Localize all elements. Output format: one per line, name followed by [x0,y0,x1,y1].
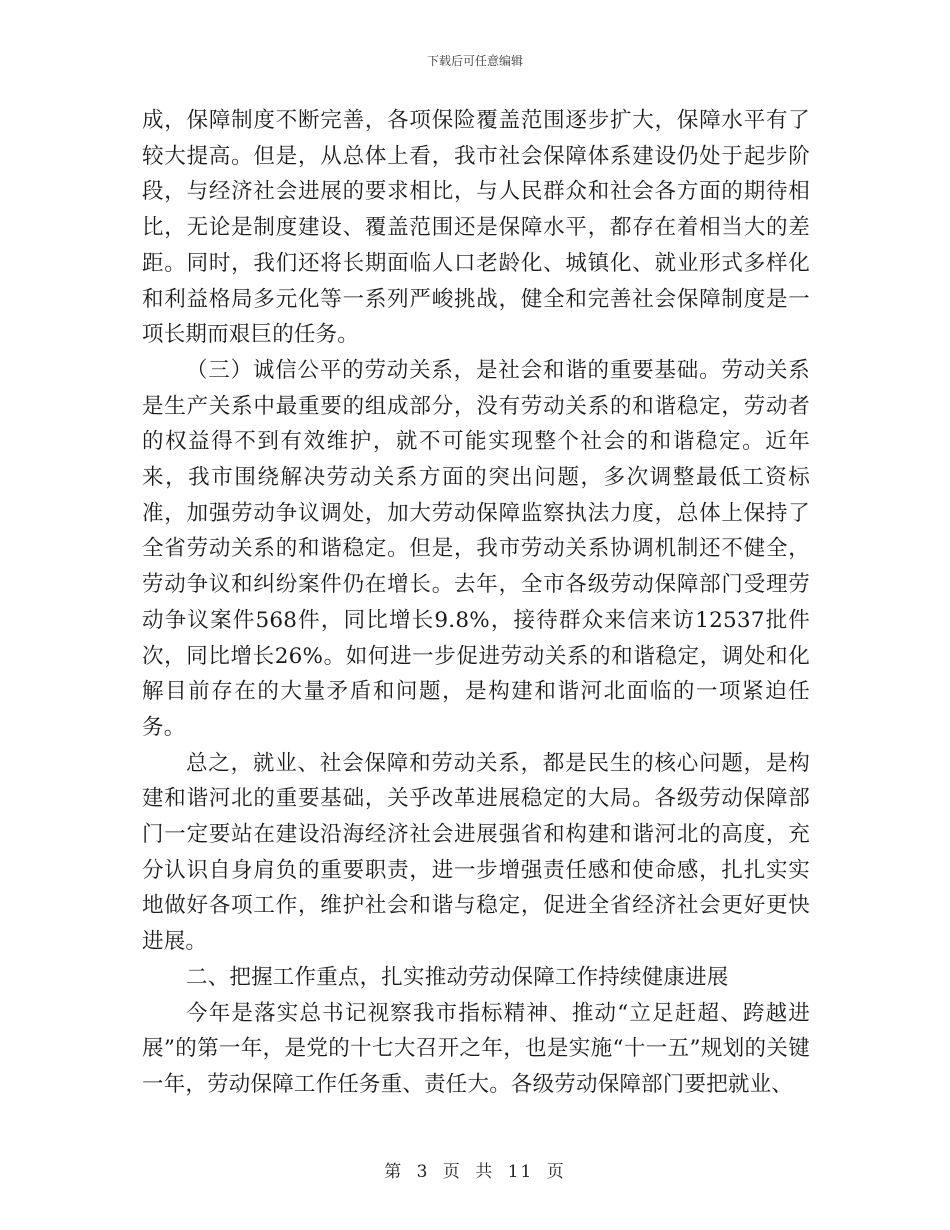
header-note: 下载后可任意编辑 [426,54,523,68]
footer-label-unit-end: 页 [546,1162,566,1182]
footer-current-page: 3 [416,1162,430,1182]
footer-label-page: 第 [384,1162,404,1182]
footer-total-pages: 11 [507,1162,534,1182]
paragraph-summary: 总之，就业、社会保障和劳动关系，都是民生的核心问题，是构建和谐河北的重要基础，关乎改革进展稳定的大局。各级劳动保障部门一定要站在建设沿海经济社会进展强省和构建和谐河北的高度，充分认识自身肩负的重要职责，进一步增强责任感和使命感，扎扎实实地做好各项工作，维护社会和谐与稳定，促进全省经济社会更好更快进展。 [142,750,810,955]
paragraph-labor-relations: （三）诚信公平的劳动关系，是社会和谐的重要基础。劳动关系是生产关系中最重要的组成部分，没有劳动关系的和谐稳定，劳动者的权益得不到有效维护，就不可能实现整个社会的和谐稳定。近年来，我市围绕解决劳动关系方面的突出问题，多次调整最低工资标准，加强劳动争议调处，加大劳动保障监察执法力度，总体上保持了全省劳动关系的和谐稳定。但是，我市劳动关系协调机制还不健全，劳动争议和纠纷案件仍在增长。去年，全市各级劳动保障部门受理劳动争议案件568件，同比增长9.8%，接待群众来信来访12537批件次，同比增长26%。如何进一步促进劳动关系的和谐稳定，调处和化解目前存在的大量矛盾和问题，是构建和谐河北面临的一项紧迫任务。 [142,357,810,740]
footer-label-unit: 页 [442,1162,462,1182]
page-footer [0,1157,950,1182]
body-content [142,103,810,1103]
footer-label-total: 共 [475,1162,495,1182]
paragraph-this-year: 今年是落实总书记视察我市指标精神、推动“立足赶超、跨越进展”的第一年，是党的十七大召开之年，也是实施“十一五”规划的关键一年，劳动保障工作任务重、责任大。各级劳动保障部门要把就业、 [142,1000,810,1097]
paragraph-continued: 成，保障制度不断完善，各项保险覆盖范围逐步扩大，保障水平有了较大提高。但是，从总体上看，我市社会保障体系建设仍处于起步阶段，与经济社会进展的要求相比，与人民群众和社会各方面的期待相比，无论是制度建设、覆盖范围还是保障水平，都存在着相当大的差距。同时，我们还将长期面临人口老龄化、城镇化、就业形式多样化和利益格局多元化等一系列严峻挑战，健全和完善社会保障制度是一项长期而艰巨的任务。 [142,108,810,348]
section-heading-two: 二、把握工作重点，扎实推动劳动保障工作持续健康进展 [186,964,729,990]
